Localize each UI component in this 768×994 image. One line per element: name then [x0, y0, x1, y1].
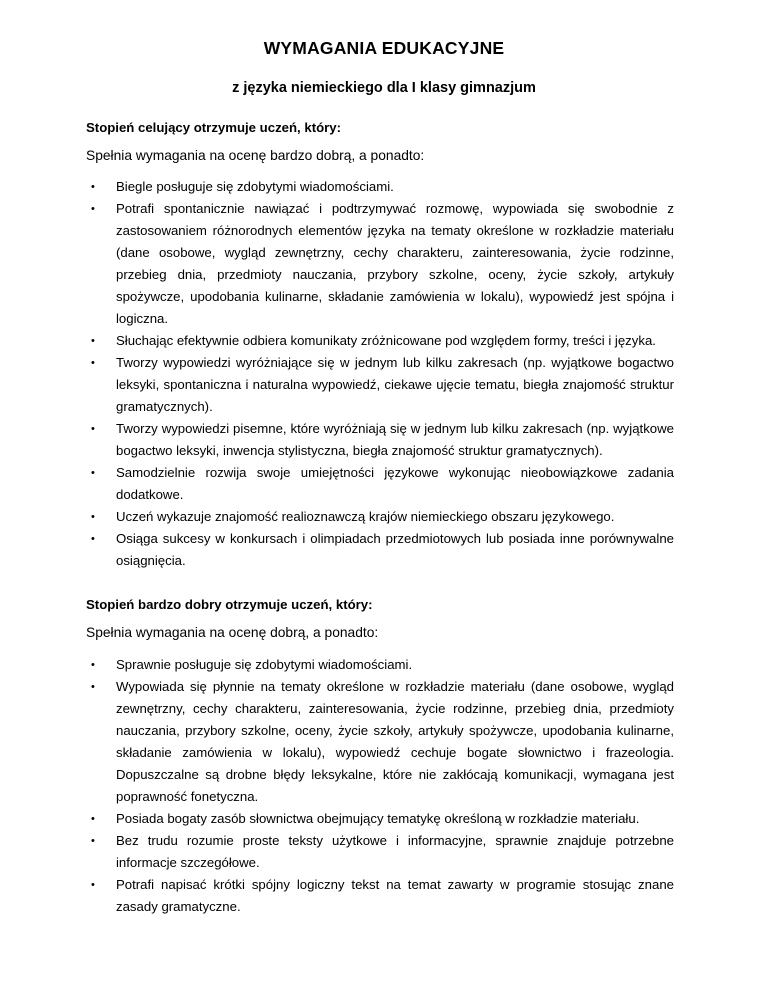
requirements-list-bardzo-dobry — [91, 654, 674, 918]
bullet-icon: • — [91, 813, 95, 825]
requirements-list-celujacy — [91, 176, 674, 572]
bullet-icon: • — [91, 203, 95, 215]
list-item — [91, 874, 674, 918]
list-item — [91, 808, 674, 830]
list-item-text: Osiąga sukcesy w konkursach i olimpiadach przedmiotowych lub posiada inne porównywalne osiągnięcia. — [116, 531, 674, 568]
bullet-icon: • — [91, 335, 95, 347]
bullet-icon: • — [91, 467, 95, 479]
list-item — [91, 198, 674, 330]
list-item-text: Bez trudu rozumie proste teksty użytkowe i informacyjne, sprawnie znajduje potrzebne informacje szczegółowe. — [116, 833, 674, 870]
bullet-icon: • — [91, 659, 95, 671]
list-item-text: Uczeń wykazuje znajomość realioznawczą krajów niemieckiego obszaru językowego. — [116, 509, 615, 524]
document-title: WYMAGANIA EDUKACYJNE — [263, 38, 505, 58]
list-item — [91, 654, 674, 676]
list-item-text: Biegle posługuje się zdobytymi wiadomościami. — [116, 179, 394, 194]
section-heading-celujacy: Stopień celujący otrzymuje uczeń, który: — [86, 120, 342, 135]
list-item — [91, 506, 674, 528]
list-item-text: Potrafi napisać krótki spójny logiczny tekst na temat zawarty w programie stosując znane zasady gramatyczne. — [116, 877, 674, 914]
section-heading-bardzo-dobry: Stopień bardzo dobry otrzymuje uczeń, który: — [86, 597, 373, 612]
list-item-text: Potrafi spontanicznie nawiązać i podtrzymywać rozmowę, wypowiada się swobodnie z zastosowaniem różnorodnych elementów języka na tematy określone w rozkładzie materiału (dane osobowe, wygląd zewnętrzny, cechy charakteru, zainteresowania, życie rodzinne, przebieg dnia, przedmioty nauczania, przybory szkolne, oceny, życie szkoły, artykuły spożywcze, upodobania kulinarne, składanie zamówienia w lokalu), wypowiedź jest spójna i logiczna. — [116, 201, 674, 326]
section-intro-celujacy: Spełnia wymagania na ocenę bardzo dobrą, a ponadto: — [86, 148, 425, 163]
document-subtitle: z języka niemieckiego dla I klasy gimnazjum — [232, 80, 536, 96]
bullet-icon: • — [91, 533, 95, 545]
list-item-text: Tworzy wypowiedzi pisemne, które wyróżniają się w jednym lub kilku zakresach (np. wyjątkowe bogactwo leksyki, inwencja stylistyczna, biegła znajomość struktur gramatycznych). — [116, 421, 674, 458]
list-item-text: Słuchając efektywnie odbiera komunikaty zróżnicowane pod względem formy, treści i języka. — [116, 333, 656, 348]
list-item — [91, 176, 674, 198]
list-item — [91, 330, 674, 352]
bullet-icon: • — [91, 681, 95, 693]
bullet-icon: • — [91, 423, 95, 435]
section-intro-bardzo-dobry: Spełnia wymagania na ocenę dobrą, a ponadto: — [86, 625, 379, 640]
bullet-icon: • — [91, 357, 95, 369]
list-item — [91, 830, 674, 874]
list-item-text: Tworzy wypowiedzi wyróżniające się w jednym lub kilku zakresach (np. wyjątkowe bogactwo leksyki, spontaniczna i naturalna wypowiedź, ciekawe ujęcie tematu, biegła znajomość struktur gramatycznych). — [116, 355, 674, 414]
list-item — [91, 418, 674, 462]
bullet-icon: • — [91, 511, 95, 523]
list-item — [91, 676, 674, 808]
list-item — [91, 528, 674, 572]
list-item — [91, 352, 674, 418]
bullet-icon: • — [91, 879, 95, 891]
list-item-text: Samodzielnie rozwija swoje umiejętności językowe wykonując nieobowiązkowe zadania dodatkowe. — [116, 465, 674, 502]
list-item-text: Sprawnie posługuje się zdobytymi wiadomościami. — [116, 657, 413, 672]
list-item — [91, 462, 674, 506]
list-item-text: Posiada bogaty zasób słownictwa obejmujący tematykę określoną w rozkładzie materiału. — [116, 811, 640, 826]
bullet-icon: • — [91, 835, 95, 847]
list-item-text: Wypowiada się płynnie na tematy określone w rozkładzie materiału (dane osobowe, wygląd zewnętrzny, cechy charakteru, zainteresowania, życie rodzinne, przebieg dnia, przedmioty nauczania, przybory szkolne, oceny, życie szkoły, artykuły spożywcze, upodobania kulinarne, składanie zamówienia w lokalu), wypowiedź cechuje bogate słownictwo i frazeologia. Dopuszczalne są drobne błędy leksykalne, które nie zakłócają komunikacji, wymagana jest poprawność fonetyczna. — [116, 679, 674, 804]
bullet-icon: • — [91, 181, 95, 193]
